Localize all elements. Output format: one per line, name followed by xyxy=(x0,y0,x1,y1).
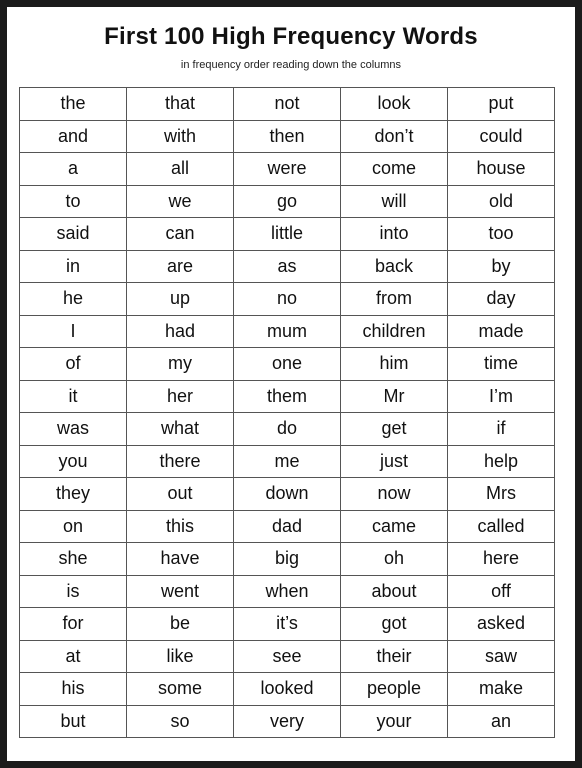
page-subtitle: in frequency order reading down the columns xyxy=(180,59,402,71)
word-list-sheet xyxy=(7,7,575,761)
word-cell: is xyxy=(20,575,127,608)
word-cell: then xyxy=(234,120,341,153)
word-cell: oh xyxy=(341,543,448,576)
word-cell: all xyxy=(127,153,234,186)
word-cell: to xyxy=(20,185,127,218)
word-cell: what xyxy=(127,413,234,446)
word-cell: were xyxy=(234,153,341,186)
word-cell: and xyxy=(20,120,127,153)
word-row xyxy=(20,640,555,673)
word-row xyxy=(20,153,555,186)
word-cell: made xyxy=(448,315,555,348)
word-cell: about xyxy=(341,575,448,608)
word-cell: came xyxy=(341,510,448,543)
word-cell: we xyxy=(127,185,234,218)
word-row xyxy=(20,315,555,348)
word-cell: as xyxy=(234,250,341,283)
word-cell: big xyxy=(234,543,341,576)
word-cell: called xyxy=(448,510,555,543)
word-cell: some xyxy=(127,673,234,706)
word-cell: got xyxy=(341,608,448,641)
word-cell: help xyxy=(448,445,555,478)
word-row xyxy=(20,283,555,316)
word-row xyxy=(20,445,555,478)
word-cell: it’s xyxy=(234,608,341,641)
word-cell: an xyxy=(448,705,555,738)
word-cell: now xyxy=(341,478,448,511)
word-cell: could xyxy=(448,120,555,153)
word-cell: went xyxy=(127,575,234,608)
word-cell: the xyxy=(20,88,127,121)
word-cell: look xyxy=(341,88,448,121)
word-row xyxy=(20,348,555,381)
word-cell: in xyxy=(20,250,127,283)
word-cell: people xyxy=(341,673,448,706)
word-cell: Mr xyxy=(341,380,448,413)
word-cell: so xyxy=(127,705,234,738)
word-cell: my xyxy=(127,348,234,381)
word-cell: mum xyxy=(234,315,341,348)
word-cell: can xyxy=(127,218,234,251)
word-row xyxy=(20,218,555,251)
word-cell: don’t xyxy=(341,120,448,153)
word-cell: be xyxy=(127,608,234,641)
word-cell: off xyxy=(448,575,555,608)
word-cell: a xyxy=(20,153,127,186)
word-table-body xyxy=(20,88,555,738)
word-cell: very xyxy=(234,705,341,738)
word-cell: here xyxy=(448,543,555,576)
word-cell: there xyxy=(127,445,234,478)
word-row xyxy=(20,543,555,576)
word-cell: him xyxy=(341,348,448,381)
word-row xyxy=(20,705,555,738)
word-row xyxy=(20,250,555,283)
word-row xyxy=(20,88,555,121)
word-cell: have xyxy=(127,543,234,576)
word-cell: out xyxy=(127,478,234,511)
word-row xyxy=(20,478,555,511)
word-cell: that xyxy=(127,88,234,121)
word-cell: when xyxy=(234,575,341,608)
word-cell: day xyxy=(448,283,555,316)
word-cell: are xyxy=(127,250,234,283)
word-row xyxy=(20,608,555,641)
word-cell: had xyxy=(127,315,234,348)
word-cell: old xyxy=(448,185,555,218)
word-cell: she xyxy=(20,543,127,576)
word-cell: come xyxy=(341,153,448,186)
word-cell: it xyxy=(20,380,127,413)
word-row xyxy=(20,575,555,608)
word-cell: I’m xyxy=(448,380,555,413)
word-cell: time xyxy=(448,348,555,381)
word-cell: see xyxy=(234,640,341,673)
word-cell: dad xyxy=(234,510,341,543)
word-cell: if xyxy=(448,413,555,446)
word-cell: said xyxy=(20,218,127,251)
word-cell: you xyxy=(20,445,127,478)
word-cell: house xyxy=(448,153,555,186)
word-cell: on xyxy=(20,510,127,543)
word-cell: like xyxy=(127,640,234,673)
word-cell: will xyxy=(341,185,448,218)
word-row xyxy=(20,185,555,218)
word-cell: his xyxy=(20,673,127,706)
word-cell: one xyxy=(234,348,341,381)
word-cell: little xyxy=(234,218,341,251)
word-cell: children xyxy=(341,315,448,348)
word-cell: asked xyxy=(448,608,555,641)
word-cell: they xyxy=(20,478,127,511)
word-row xyxy=(20,510,555,543)
word-row xyxy=(20,120,555,153)
word-row xyxy=(20,413,555,446)
word-cell: from xyxy=(341,283,448,316)
word-cell: back xyxy=(341,250,448,283)
word-cell: but xyxy=(20,705,127,738)
word-row xyxy=(20,380,555,413)
word-cell: I xyxy=(20,315,127,348)
word-cell: of xyxy=(20,348,127,381)
word-cell: up xyxy=(127,283,234,316)
word-cell: he xyxy=(20,283,127,316)
word-cell: down xyxy=(234,478,341,511)
word-cell: Mrs xyxy=(448,478,555,511)
word-cell: her xyxy=(127,380,234,413)
word-cell: for xyxy=(20,608,127,641)
word-cell: them xyxy=(234,380,341,413)
word-cell: looked xyxy=(234,673,341,706)
word-cell: at xyxy=(20,640,127,673)
word-cell: saw xyxy=(448,640,555,673)
word-cell: make xyxy=(448,673,555,706)
word-cell: with xyxy=(127,120,234,153)
word-cell: not xyxy=(234,88,341,121)
page-title: First 100 High Frequency Words xyxy=(104,23,478,50)
word-cell: no xyxy=(234,283,341,316)
word-cell: get xyxy=(341,413,448,446)
word-cell: into xyxy=(341,218,448,251)
word-cell: by xyxy=(448,250,555,283)
word-cell: your xyxy=(341,705,448,738)
word-cell: go xyxy=(234,185,341,218)
word-table xyxy=(19,87,555,738)
word-cell: was xyxy=(20,413,127,446)
word-cell: this xyxy=(127,510,234,543)
word-cell: me xyxy=(234,445,341,478)
word-cell: do xyxy=(234,413,341,446)
word-row xyxy=(20,673,555,706)
word-cell: just xyxy=(341,445,448,478)
word-cell: too xyxy=(448,218,555,251)
word-cell: put xyxy=(448,88,555,121)
word-cell: their xyxy=(341,640,448,673)
